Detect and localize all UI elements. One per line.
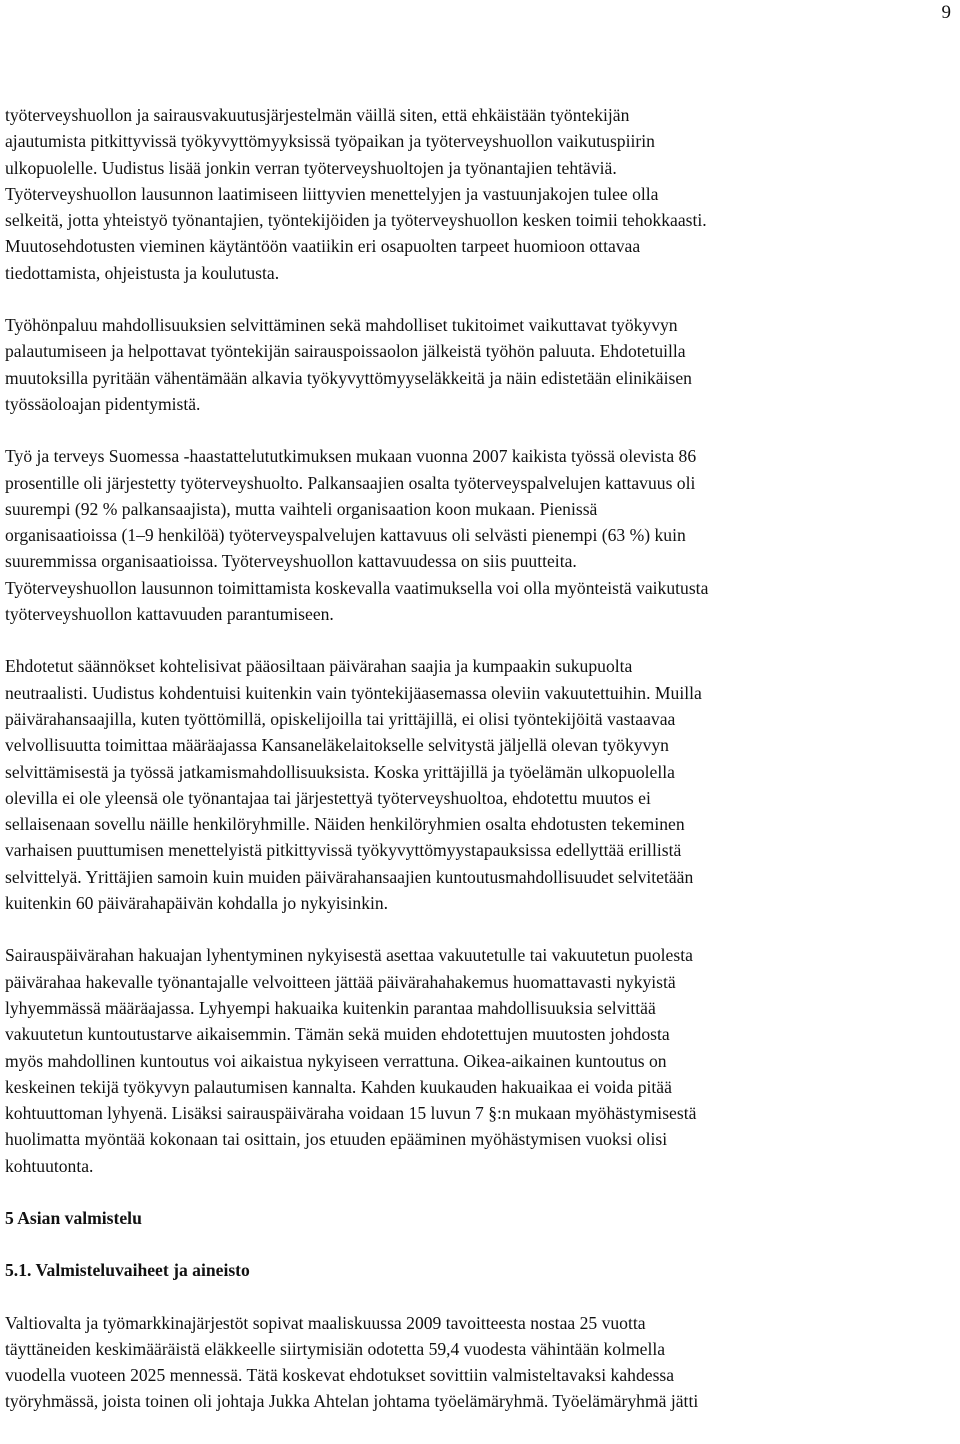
text-line: ulkopuolelle. Uudistus lisää jonkin verran työterveyshuoltojen ja työnantajien tehtäviä. [5,157,617,178]
text-line: selvittelyä. Yrittäjien samoin kuin muiden päivärahansaajien kuntoutusmahdollisuudet selvitetään [5,866,694,887]
text-line: täyttäneiden keskimääräistä eläkkeelle siirtymisiän odotetta 59,4 vuodesta vähintään kolmella [5,1338,666,1359]
text-line: kuitenkin 60 päivärahapäivän kohdalla jo nykyisinkin. [5,893,389,914]
document-body [5,102,960,1415]
text-line: velvollisuutta toimittaa määräajassa Kansaneläkelaitokselle selvitystä jäljellä olevan työkyvyn [5,735,669,756]
text-line: työssäoloajan pidentymistä. [5,393,201,414]
paragraph-6 [5,1310,960,1415]
text-line: Muutosehdotusten vieminen käytäntöön vaatiikin eri osapuolten tarpeet huomioon ottavaa [5,236,641,257]
text-line: työterveyshuollon ja sairausvakuutusjärjestelmän väillä siten, että ehkäistään työntekijän [5,105,630,125]
text-line: varhaisen puuttumisen menettelyistä pitkittyvissä työkyvyttömyystapauksissa edellyttää erillistä [5,840,682,861]
text-line: kohtuutonta. [5,1155,94,1176]
paragraph-3 [5,443,960,627]
text-line: ajautumista pitkittyvissä työkyvyttömyyksissä työpaikan ja työterveyshuollon vaikutuspiirin [5,131,655,152]
text-line: muutoksilla pyritään vähentämään alkavia työkyvyttömyyseläkkeitä ja näin edistetään elinikäisen [5,367,692,388]
text-line: prosentille oli järjestetty työterveyshuolto. Palkansaajien osalta työterveyspalvelujen kattavuus oli [5,472,696,493]
text-line: työryhmässä, joista toinen oli johtaja Jukka Ahtelan johtama työelämäryhmä. Työelämäryhmä jätti [5,1391,699,1412]
text-line: selvittämisestä ja työssä jatkamismahdollisuuksista. Koska yrittäjillä ja työelämän ulkopuolella [5,761,675,782]
text-line: keskeinen tekijä työkyvyn palautumisen kannalta. Kahden kuukauden hakuaikaa ei voida pitää [5,1076,672,1097]
text-line: selkeitä, jotta yhteistyö työnantajien, työntekijöiden ja työterveyshuollon kesken toimii tehokkaasti. [5,210,707,231]
text-line: päivärahansaajilla, kuten työttömillä, opiskelijoilla tai yrittäjillä, ei olisi työntekijöitä vastaavaa [5,708,676,729]
text-line: myös mahdollinen kuntoutus voi aikaistua nykyiseen verrattuna. Oikea-aikainen kuntoutus on [5,1050,667,1071]
text-line: päivärahaa hakevalle työnantajalle velvoitteen jättää päivärahahakemus huomattavasti nykyistä [5,971,676,992]
text-line: vuodella vuoteen 2025 mennessä. Tätä koskevat ehdotukset sovittiin valmisteltavaksi kahdessa [5,1365,675,1386]
text-line: Valtiovalta ja työmarkkinajärjestöt sopivat maaliskuussa 2009 tavoitteesta nostaa 25 vuotta [5,1312,646,1333]
text-line: suuremmissa organisaatioissa. Työterveyshuollon kattavuudessa on siis puutteita. [5,551,577,572]
paragraph-2 [5,312,960,417]
paragraph-4 [5,653,960,916]
text-line: olevilla ei ole yleensä ole työnantajaa tai järjestettyä työterveyshuoltoa, ehdotettu muutos ei [5,787,651,808]
text-line: palautumiseen ja helpottavat työntekijän sairauspoissaolon jälkeistä työhön paluuta. Ehdotetuilla [5,341,686,362]
paragraph-5 [5,942,960,1179]
text-line: Työhönpaluu mahdollisuuksien selvittäminen sekä mahdolliset tukitoimet vaikuttavat työkyvyn [5,315,678,336]
text-line: työterveyshuollon kattavuuden parantumiseen. [5,604,334,625]
text-line: kohtuuttoman lyhyenä. Lisäksi sairauspäiväraha voidaan 15 luvun 7 §:n mukaan myöhästymisestä [5,1103,697,1124]
text-line: Ehdotetut säännökset kohtelisivat pääosiltaan päivärahan saajia ja kumpaakin sukupuolta [5,656,633,677]
text-line: vakuutetun kuntoutustarve aikaisemmin. Tämän sekä muiden ehdotettujen muutosten johdosta [5,1024,670,1045]
section-heading: 5 Asian valmistelu [5,1207,142,1228]
text-line: sellaisenaan sovellu näille henkilöryhmille. Näiden henkilöryhmien osalta ehdotusten tekeminen [5,814,685,835]
text-line: organisaatioissa (1–9 henkilöä) työterveyspalvelujen kattavuus oli selvästi pienempi (63 %) kuin [5,525,686,546]
text-line: suurempi (92 % palkansaajista), mutta vaihteli organisaation koon mukaan. Pienissä [5,498,598,519]
text-line: lyhyemmässä määräajassa. Lyhyempi hakuaika kuitenkin parantaa mahdollisuuksia selvittää [5,997,656,1018]
text-line: Työ ja terveys Suomessa -haastattelututkimuksen mukaan vuonna 2007 kaikista työssä olevista 86 [5,446,697,467]
text-line: Työterveyshuollon lausunnon toimittamista koskevalla vaatimuksella voi olla myönteistä vaikutusta [5,577,709,598]
text-line: Sairauspäivärahan hakuajan lyhentyminen nykyisestä asettaa vakuutetulle tai vakuutetun puolesta [5,945,693,966]
text-line: Työterveyshuollon lausunnon laatimiseen liittyvien menettelyjen ja vastuunjakojen tulee olla [5,183,659,204]
text-line: huolimatta myöntää kokonaan tai osittain, jos etuuden epääminen myöhästymisen vuoksi olisi [5,1129,668,1150]
subsection-heading: 5.1. Valmisteluvaiheet ja aineisto [5,1260,250,1281]
paragraph-1 [5,102,960,286]
page-number: 9 [941,2,951,23]
text-line: neutraalisti. Uudistus kohdentuisi kuitenkin vain työntekijäasemassa oleviin vakuutettuihin. Muilla [5,682,702,703]
text-line: tiedottamista, ohjeistusta ja koulutusta. [5,262,280,283]
